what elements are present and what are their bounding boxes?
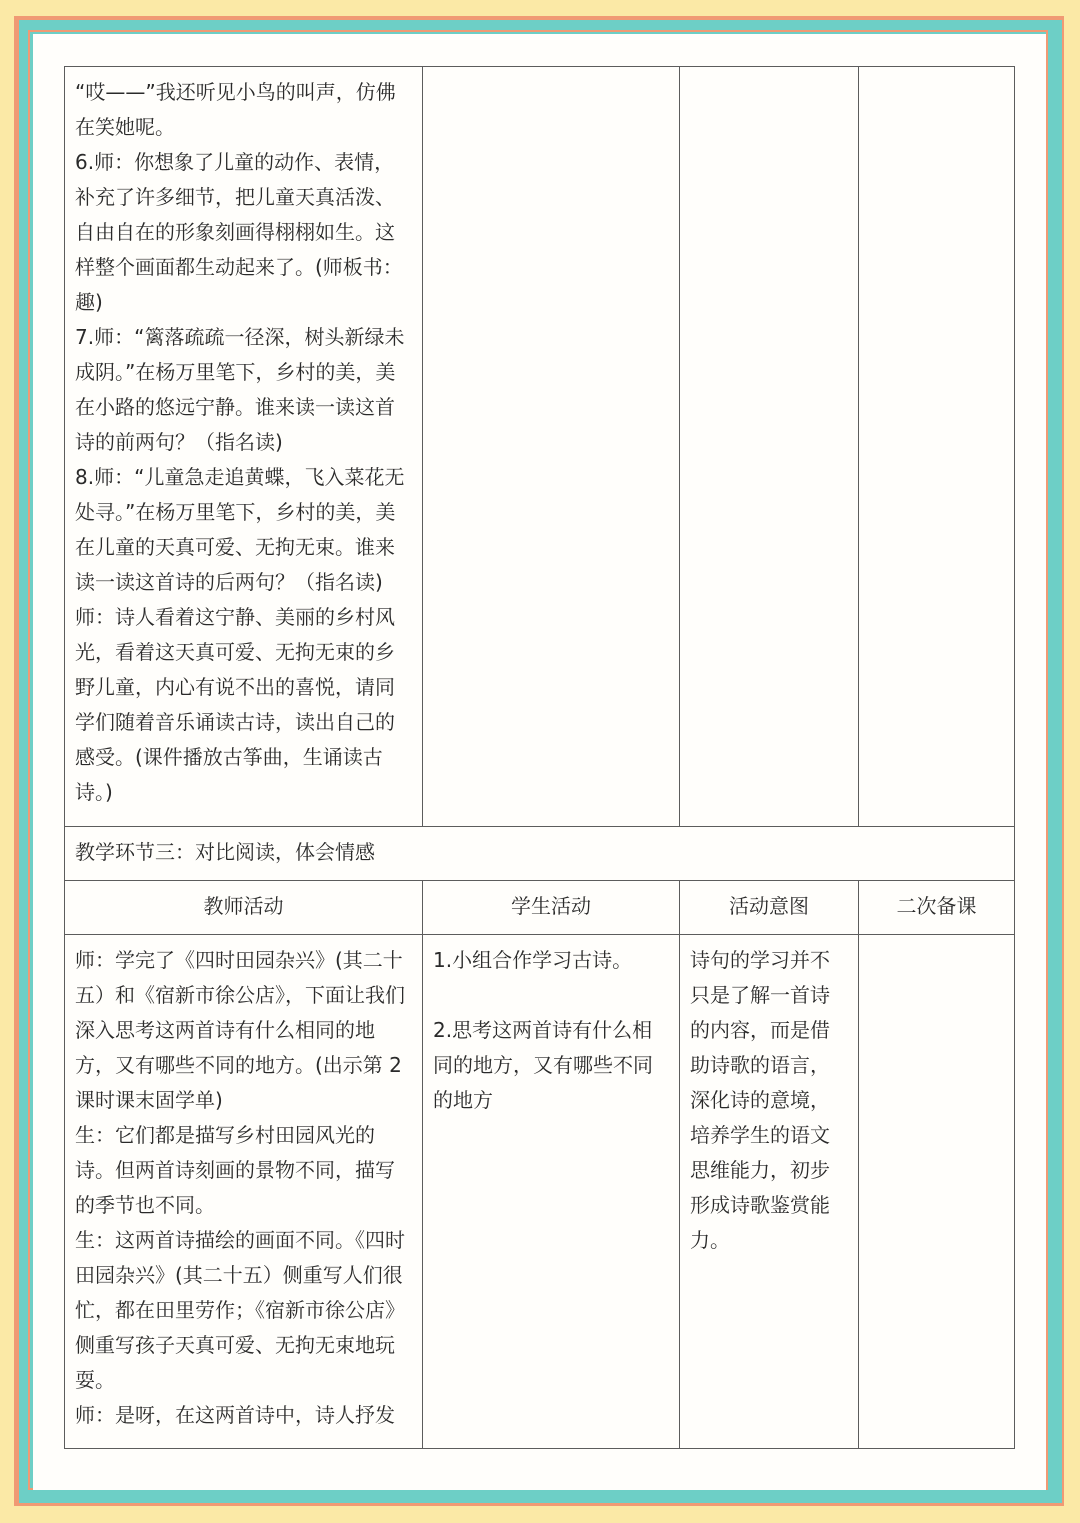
second-preparation-cell [859, 67, 1015, 827]
section-row [65, 827, 1015, 881]
paragraph-gap [433, 978, 669, 1013]
section-title: 教学环节三：对比阅读，体会情感 [65, 827, 1015, 881]
lesson-plan-table [64, 66, 1015, 1449]
header-row [65, 881, 1015, 935]
student-paragraph: 1.小组合作学习古诗。 [433, 948, 633, 972]
student-activity-cell [423, 67, 680, 827]
table-row-continued [65, 67, 1015, 827]
header-second-preparation: 二次备课 [859, 881, 1015, 935]
teacher-paragraph: 生：它们都是描写乡村田园风光的诗。但两首诗刻画的景物不同，描写的季节也不同。 [75, 1123, 395, 1217]
second-preparation-cell [859, 935, 1015, 1449]
teacher-paragraph: 师：学完了《四时田园杂兴》(其二十五）和《宿新市徐公店》，下面让我们深入思考这两首诗有什么相同的地方，又有哪些不同的地方。(出示第 2 课时课末固学单) [75, 948, 405, 1112]
teacher-activity-cell [65, 935, 423, 1449]
teacher-paragraph: 8.师：“儿童急走追黄蝶，飞入菜花无处寻。”在杨万里笔下，乡村的美，美在儿童的天真可爱、无拘无束。谁来读一读这首诗的后两句？（指名读) [75, 465, 405, 594]
teacher-paragraph: 师：诗人看着这宁静、美丽的乡村风光，看着这天真可爱、无拘无束的乡野儿童，内心有说不出的喜悦，请同学们随着音乐诵读古诗，读出自己的感受。(课件播放古筝曲，生诵读古诗。) [75, 605, 395, 804]
teacher-paragraph: “哎——”我还听见小鸟的叫声，仿佛在笑她呢。 [75, 80, 396, 139]
teacher-paragraph: 师：是呀，在这两首诗中，诗人抒发 [75, 1403, 395, 1427]
table-row [65, 935, 1015, 1449]
activity-intent-cell [680, 67, 859, 827]
student-paragraph: 2.思考这两首诗有什么相同的地方，又有哪些不同的地方 [433, 1018, 653, 1112]
teacher-paragraph: 6.师：你想象了儿童的动作、表情，补充了许多细节，把儿童天真活泼、自由自在的形象刻画得栩栩如生。这样整个画面都生动起来了。(师板书：趣) [75, 150, 403, 314]
teacher-paragraph: 7.师：“篱落疏疏一径深，树头新绿未成阴。”在杨万里笔下，乡村的美，美在小路的悠远宁静。谁来读一读这首诗的前两句？（指名读) [75, 325, 405, 454]
student-activity-cell [423, 935, 680, 1449]
activity-intent-cell: 诗句的学习并不只是了解一首诗的内容，而是借助诗歌的语言，深化诗的意境，培养学生的语文思维能力，初步形成诗歌鉴赏能力。 [680, 935, 859, 1449]
header-activity-intent: 活动意图 [680, 881, 859, 935]
teacher-paragraph: 生：这两首诗描绘的画面不同。《四时田园杂兴》(其二十五）侧重写人们很忙，都在田里劳作；《宿新市徐公店》侧重写孩子天真可爱、无拘无束地玩耍。 [75, 1228, 405, 1392]
header-teacher-activity: 教师活动 [65, 881, 423, 935]
header-student-activity: 学生活动 [423, 881, 680, 935]
teacher-activity-cell [65, 67, 423, 827]
